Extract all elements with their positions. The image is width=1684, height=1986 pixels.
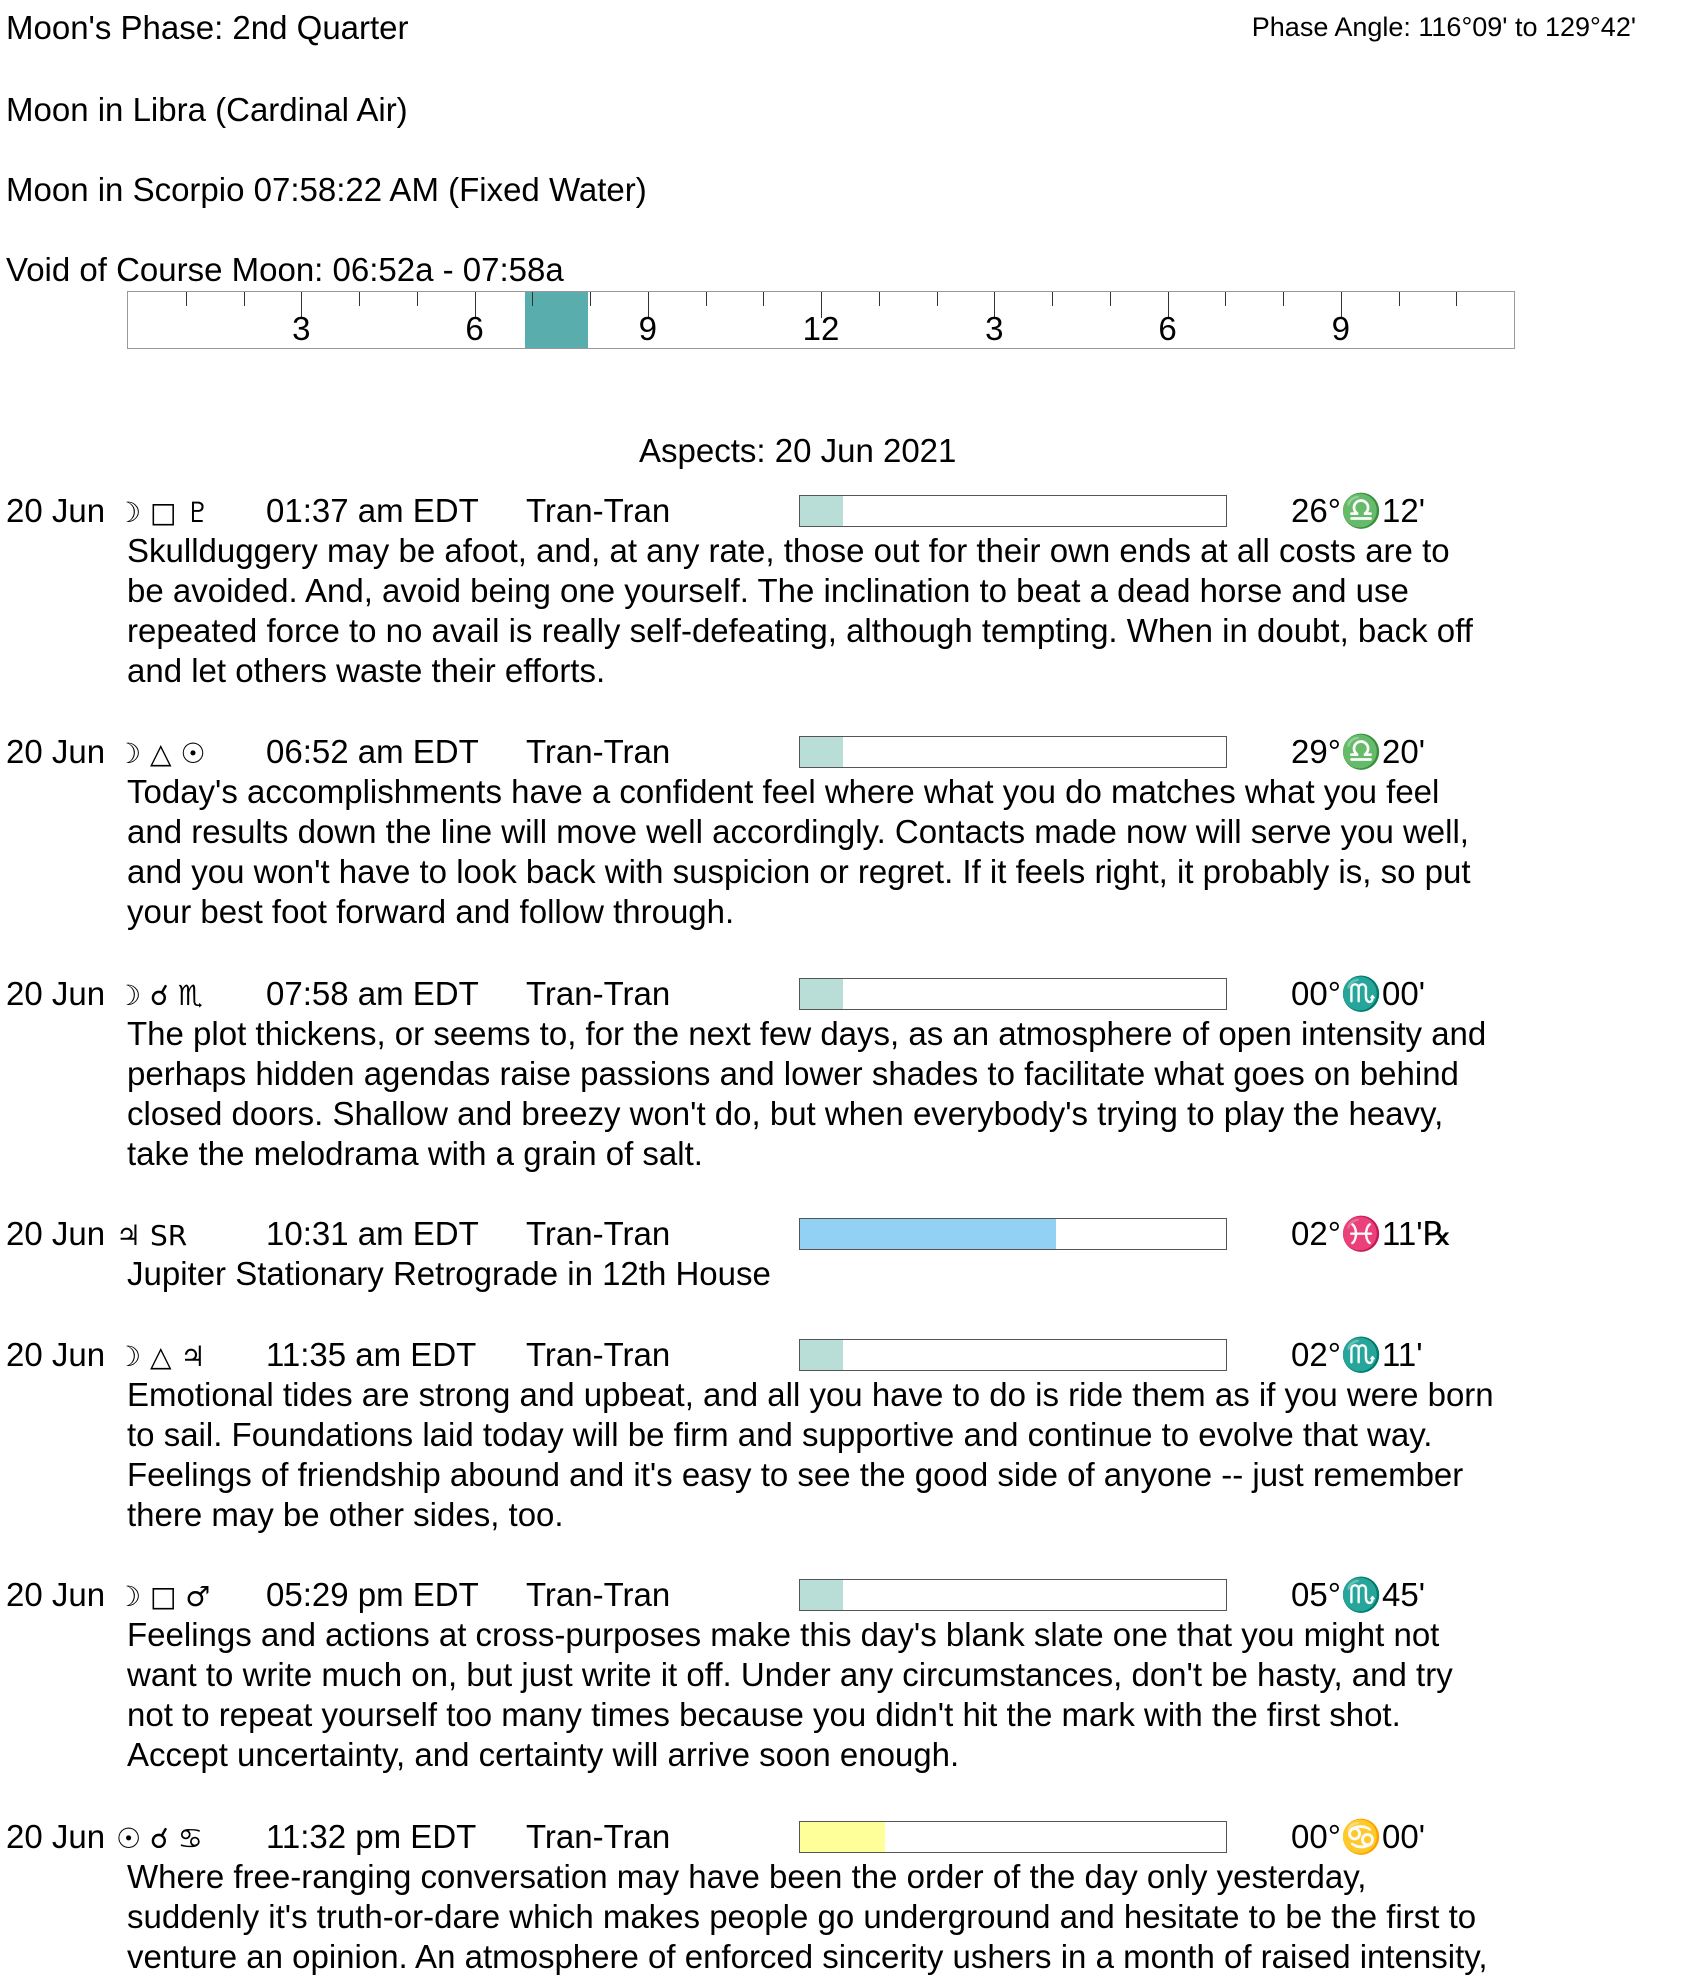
hour-tick [1283, 292, 1284, 306]
aspect-date: 20 Jun [6, 975, 106, 1012]
aspect-strength-bar [799, 1579, 1227, 1611]
description-line: suddenly it's truth-or-dare which makes people go underground and hesitate to be the first to [127, 1898, 1477, 1935]
aspect-entry [0, 732, 1684, 932]
aspect-type: Tran-Tran [526, 492, 671, 529]
hour-tick [1399, 292, 1400, 306]
aspect-date: 20 Jun [6, 492, 106, 529]
aspect-strength-bar [799, 1339, 1227, 1371]
aspect-time: 07:58 am EDT [266, 975, 479, 1012]
aspect-header [6, 974, 670, 1016]
description-line: take the melodrama with a grain of salt. [127, 1135, 703, 1172]
aspect-date: 20 Jun [6, 733, 106, 770]
description-line: want to write much on, but just write it off. Under any circumstances, don't be hasty, and try [127, 1656, 1453, 1693]
aspect-time: 01:37 am EDT [266, 492, 479, 529]
hour-tick [1052, 292, 1053, 306]
aspect-time: 11:35 am EDT [266, 1336, 477, 1373]
description-line: and results down the line will move well accordingly. Contacts made now will serve you well, [127, 813, 1469, 850]
description-line: perhaps hidden agendas raise passions and lower shades to facilitate what goes on behind [127, 1055, 1459, 1092]
description-line: be avoided. And, avoid being one yourself. The inclination to beat a dead horse and use [127, 572, 1409, 609]
aspect-strength-fill [800, 979, 843, 1009]
hour-tick [763, 292, 764, 306]
aspect-entry [0, 1214, 1684, 1294]
description-line: not to repeat yourself too many times because you didn't hit the mark with the first shot. [127, 1696, 1401, 1733]
description-line: The plot thickens, or seems to, for the next few days, as an atmosphere of open intensity and [127, 1015, 1487, 1052]
aspects-title: Aspects: 20 Jun 2021 [639, 432, 957, 469]
aspect-position: 02°♓11'℞ [1291, 1215, 1453, 1252]
aspect-position: 29°♎20' [1291, 733, 1425, 770]
void-of-course: Void of Course Moon: 06:52a - 07:58a [6, 251, 564, 288]
void-period-fill [525, 292, 589, 348]
description-line: Accept uncertainty, and certainty will arrive soon enough. [127, 1736, 960, 1773]
hour-label: 3 [985, 310, 1004, 347]
description-line: Emotional tides are strong and upbeat, and all you have to do is ride them as if you were born [127, 1376, 1494, 1413]
aspect-time: 11:32 pm EDT [266, 1818, 477, 1855]
hour-label: 9 [638, 310, 657, 347]
moon-sign-scorpio: Moon in Scorpio 07:58:22 AM (Fixed Water) [6, 171, 647, 208]
hour-tick [244, 292, 245, 306]
moon-phase: Moon's Phase: 2nd Quarter [6, 9, 409, 46]
aspect-type: Tran-Tran [526, 733, 671, 770]
aspect-header [6, 1817, 670, 1859]
description-line: Where free-ranging conversation may have been the order of the day only yesterday, [127, 1858, 1367, 1895]
aspect-date: 20 Jun [6, 1336, 106, 1373]
moon-sign-libra: Moon in Libra (Cardinal Air) [6, 91, 408, 128]
description-line: Skullduggery may be afoot, and, at any rate, those out for their own ends at all costs are to [127, 532, 1450, 569]
aspect-entry [0, 1335, 1684, 1535]
hour-tick [590, 292, 591, 306]
aspect-symbols-icon: ☽ ☌ ♏ [116, 979, 203, 1012]
aspect-position: 05°♏45' [1291, 1576, 1425, 1613]
aspect-type: Tran-Tran [526, 1336, 671, 1373]
hour-label: 12 [802, 310, 840, 347]
aspect-description [127, 1375, 1494, 1535]
aspect-symbols-icon: ♃ SR [116, 1219, 188, 1252]
description-line: there may be other sides, too. [127, 1496, 564, 1533]
description-line: Today's accomplishments have a confident feel where what you do matches what you feel [127, 773, 1440, 810]
aspect-entry [0, 974, 1684, 1174]
aspect-date: 20 Jun [6, 1818, 106, 1855]
description-line: Feelings of friendship abound and it's easy to see the good side of anyone -- just remember [127, 1456, 1464, 1493]
aspect-header [6, 1335, 670, 1377]
aspect-strength-bar [799, 736, 1227, 768]
aspect-time: 05:29 pm EDT [266, 1576, 479, 1613]
description-line: Feelings and actions at cross-purposes make this day's blank slate one that you might not [127, 1616, 1440, 1653]
hour-tick [186, 292, 187, 306]
aspect-entry [0, 1817, 1684, 1977]
aspect-strength-bar [799, 1218, 1227, 1250]
hour-label: 6 [465, 310, 484, 347]
aspect-header [6, 732, 670, 774]
aspect-date: 20 Jun [6, 1215, 106, 1252]
aspect-header [6, 491, 670, 533]
aspect-strength-bar [799, 1821, 1227, 1853]
hour-tick [1110, 292, 1111, 306]
aspect-strength-fill [800, 496, 843, 526]
description-line: your best foot forward and follow through. [127, 893, 735, 930]
aspect-symbols-icon: ☉ ☌ ♋ [116, 1822, 203, 1855]
hour-tick [417, 292, 418, 306]
hour-tick [1225, 292, 1226, 306]
aspect-type: Tran-Tran [526, 1818, 671, 1855]
aspect-symbols-icon: ☽ △ ☉ [116, 737, 206, 770]
aspect-header [6, 1214, 670, 1256]
aspect-symbols-icon: ☽ □ ♇ [116, 496, 211, 529]
aspect-date: 20 Jun [6, 1576, 106, 1613]
aspect-entry [0, 491, 1684, 691]
hour-tick [359, 292, 360, 306]
aspect-strength-fill [800, 737, 843, 767]
hour-tick [937, 292, 938, 306]
aspect-description [127, 1254, 771, 1294]
aspect-description [127, 1857, 1488, 1977]
aspect-description [127, 1014, 1486, 1174]
aspect-strength-fill [800, 1822, 885, 1852]
aspect-description [127, 772, 1471, 932]
aspect-strength-bar [799, 978, 1227, 1010]
aspect-type: Tran-Tran [526, 975, 671, 1012]
aspect-symbols-icon: ☽ □ ♂ [116, 1580, 211, 1613]
description-line: venture an opinion. An atmosphere of enforced sincerity ushers in a month of raised intensity, [127, 1938, 1488, 1975]
aspect-position: 00°♋00' [1291, 1818, 1425, 1855]
aspect-symbols-icon: ☽ △ ♃ [116, 1340, 206, 1373]
aspect-position: 26°♎12' [1291, 492, 1425, 529]
void-of-course-timeline [127, 291, 1515, 349]
description-line: repeated force to no avail is really self-defeating, although tempting. When in doubt, back off [127, 612, 1473, 649]
description-line: and you won't have to look back with suspicion or regret. If it feels right, it probably is, so put [127, 853, 1471, 890]
description-line: and let others waste their efforts. [127, 652, 606, 689]
aspect-time: 06:52 am EDT [266, 733, 479, 770]
aspect-entry [0, 1575, 1684, 1775]
aspect-strength-fill [800, 1219, 1056, 1249]
aspect-header [6, 1575, 670, 1617]
phase-angle: Phase Angle: 116°09' to 129°42' [1251, 12, 1636, 42]
aspect-description [127, 531, 1473, 691]
aspect-position: 00°♏00' [1291, 975, 1425, 1012]
description-line: Jupiter Stationary Retrograde in 12th House [127, 1255, 771, 1292]
hour-tick [879, 292, 880, 306]
aspect-type: Tran-Tran [526, 1576, 671, 1613]
hour-label: 9 [1331, 310, 1350, 347]
aspect-time: 10:31 am EDT [266, 1215, 479, 1252]
aspect-strength-bar [799, 495, 1227, 527]
hour-tick [706, 292, 707, 306]
aspect-strength-fill [800, 1340, 843, 1370]
description-line: closed doors. Shallow and breezy won't do, but when everybody's trying to play the heavy, [127, 1095, 1444, 1132]
hour-label: 3 [292, 310, 311, 347]
hour-tick [532, 292, 533, 306]
aspect-description [127, 1615, 1453, 1775]
aspect-type: Tran-Tran [526, 1215, 671, 1252]
aspect-position: 02°♏11' [1291, 1336, 1423, 1373]
hour-label: 6 [1158, 310, 1177, 347]
description-line: to sail. Foundations laid today will be firm and supportive and continue to evolve that way. [127, 1416, 1433, 1453]
hour-tick [1456, 292, 1457, 306]
aspect-strength-fill [800, 1580, 843, 1610]
